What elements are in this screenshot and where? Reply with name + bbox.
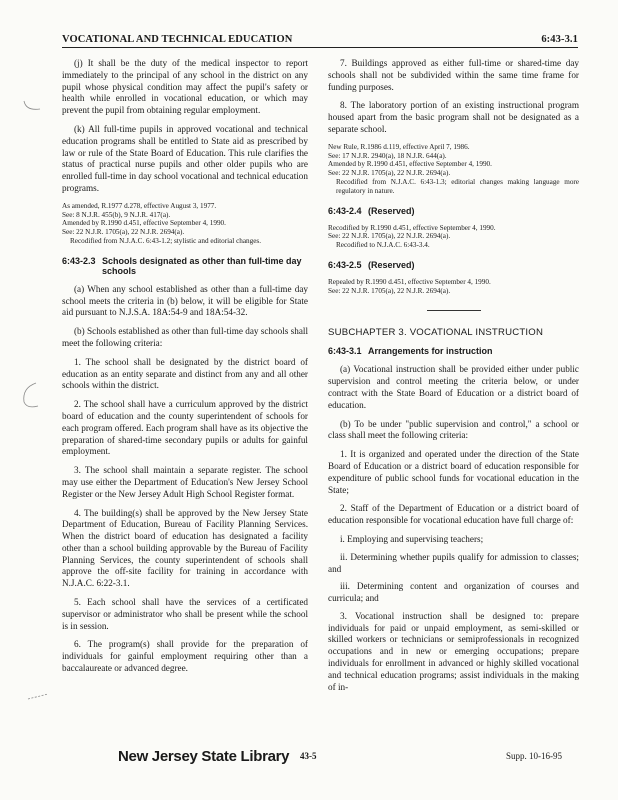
section-title: (Reserved) xyxy=(368,205,415,216)
criterion-5: 5. Each school shall have the services of a certificated supervisor or administrator who shall be present while the school is in session. xyxy=(62,597,308,631)
subcriterion-i: i. Employing and supervising teachers; xyxy=(340,533,484,544)
history-note-2-4 xyxy=(328,224,579,250)
section-heading-2-5 xyxy=(328,260,579,271)
history-line: See: 22 N.J.R. 1705(a), 22 N.J.R. 2694(a). xyxy=(62,228,185,237)
history-line: As amended, R.1977 d.278, effective August 3, 1977. xyxy=(62,201,217,210)
section-number: 6:43-2.4 xyxy=(328,205,362,216)
criterion-8: 8. The laboratory portion of an existing instructional program housed apart from the basic program shall not be designated as a separate school. xyxy=(328,100,579,134)
paragraph-a: (a) Vocational instruction shall be provided either under public supervision and control meeting the criteria below, or under contract with the State Board of Education or a district board of education. xyxy=(328,364,579,410)
paragraph-a: (a) When any school established as other than a full-time day school meets the criteria in (b) below, it will be eligible for State aid pursuant to N.J.S.A. 18A:54-9 and 18A:54-32. xyxy=(62,283,308,318)
history-line: Recodified from N.J.A.C. 6:43-1.2; stylistic and editorial changes. xyxy=(70,236,262,245)
section-number: 6:43-2.3 xyxy=(62,255,96,266)
history-line: See: 22 N.J.R. 1705(a), 22 N.J.R. 2694(a). xyxy=(328,169,451,178)
binder-mark-top xyxy=(20,95,44,117)
history-line: Amended by R.1990 d.451, effective September 4, 1990. xyxy=(328,160,492,169)
criterion-1: 1. It is organized and operated under the direction of the State Board of Education or a district board of education responsible for expenditure of public school funds for vocational education in the State; xyxy=(328,449,579,495)
criterion-2: 2. The school shall have a curriculum approved by the district board of education and the county superintendent of schools for each program offered. Each program shall have as its objective the preparation of shared-time secondary pupils or adults for gainful employment. xyxy=(62,399,308,457)
paragraph-b: (b) To be under "public supervision and control," a school or class shall meet the following criteria: xyxy=(328,418,579,441)
history-line: Recodified from N.J.A.C. 6:43-1.3; editorial changes making language more regulatory in nature. xyxy=(336,177,579,195)
subcriterion-ii: ii. Determining whether pupils qualify for admission to classes; and xyxy=(328,551,579,574)
running-header xyxy=(62,34,578,48)
history-line: Repealed by R.1990 d.451, effective September 4, 1990. xyxy=(328,277,491,286)
page-number: 43-5 xyxy=(300,751,317,761)
binder-mark-bottom xyxy=(26,690,52,704)
binder-mark-middle xyxy=(18,380,42,412)
section-title: Arrangements for instruction xyxy=(368,346,493,357)
section-number: 6:43-2.5 xyxy=(328,259,362,270)
right-column xyxy=(328,58,579,700)
section-heading-2-3 xyxy=(62,256,308,277)
criterion-4: 4. The building(s) shall be approved by the New Jersey State Department of Education, Bureau of Facility Planning Services. When the district board of education has designated a facility other than a school building approvable by the Bureau of Facility Planning Services, the county superintendent of schools shall approve the off-site facility for training in accordance with N.J.A.C. 6:22-3.1. xyxy=(62,507,308,589)
history-line: See: 22 N.J.R. 1705(a), 22 N.J.R. 2694(a). xyxy=(328,286,451,295)
paragraph-b: (b) Schools established as other than full-time day schools shall meet the following criteria: xyxy=(62,326,308,348)
history-line: See: 22 N.J.R. 1705(a), 22 N.J.R. 2694(a). xyxy=(328,232,451,241)
section-title: (Reserved) xyxy=(368,259,415,270)
history-note-2-2 xyxy=(62,202,308,246)
left-column xyxy=(62,58,308,682)
header-title: VOCATIONAL AND TECHNICAL EDUCATION xyxy=(62,34,293,45)
history-line: Amended by R.1990 d.451, effective September 4, 1990. xyxy=(62,219,226,228)
section-number: 6:43-3.1 xyxy=(328,346,362,357)
history-note-2-3 xyxy=(328,143,579,196)
history-note-2-5 xyxy=(328,278,579,296)
criterion-2: 2. Staff of the Department of Education or a district board of education responsible for vocational education have full charge of: xyxy=(328,503,579,526)
paragraph-j: (j) It shall be the duty of the medical inspector to report immediately to the principal of any school in the district on any pupil whose physical condition may affect the pupil's safety or health while enrolled in vocational education, or which may prevent the pupil from obtaining regular employment. xyxy=(62,58,308,116)
paragraph-k: (k) All full-time pupils in approved vocational and technical education programs shall be entitled to State aid as prescribed by law or rule of the State Board of Education. This rule clarifies the status of practical nurse pupils and other older pupils who are enrolled full-time in day school vocational and technical education programs. xyxy=(62,123,308,193)
subcriterion-iii: iii. Determining content and organization of courses and curricula; and xyxy=(328,581,579,604)
criterion-3: 3. The school shall maintain a separate register. The school may use either the Department of Education's New Jersey School Register or the New Jersey Adult High School Register format. xyxy=(62,465,308,499)
supplement-date: Supp. 10-16-95 xyxy=(506,751,562,761)
page-footer xyxy=(0,748,618,768)
history-line: New Rule, R.1986 d.119, effective April 7, 1986. xyxy=(328,142,470,151)
section-heading-2-4 xyxy=(328,206,579,217)
history-line: See: 8 N.J.R. 455(b), 9 N.J.R. 417(a). xyxy=(62,210,171,219)
criterion-3: 3. Vocational instruction shall be designed to: prepare individuals for paid or unpaid employment, as semi-skilled or skilled workers or technicians or semiprofessionals in recognized occupations and in new or emerging occupations; prepare individuals for enrollment in advanced or highly skilled vocational and technical education programs; assist individuals in the making of in- xyxy=(328,610,579,692)
section-title-continued: schools xyxy=(102,265,137,276)
criterion-6: 6. The program(s) shall provide for the preparation of individuals for gainful employment requiring other than a baccalaureate or advanced degree. xyxy=(62,639,308,674)
section-heading-3-1 xyxy=(328,346,579,357)
subchapter-heading: SUBCHAPTER 3. VOCATIONAL INSTRUCTION xyxy=(328,326,544,338)
section-title: Schools designated as other than full-time day xyxy=(102,255,302,266)
criterion-1: 1. The school shall be designated by the district board of education as an entity separate and distinct from any and all other schools within the district. xyxy=(62,356,308,391)
history-line: Recodified to N.J.A.C. 6:43-3.4. xyxy=(336,241,430,250)
section-divider xyxy=(427,310,481,311)
history-line: Recodified by R.1990 d.451, effective September 4, 1990. xyxy=(328,223,496,232)
library-watermark: New Jersey State Library xyxy=(118,748,290,765)
history-line: See: 17 N.J.R. 2940(a), 18 N.J.R. 644(a). xyxy=(328,151,447,160)
header-section-number: 6:43-3.1 xyxy=(541,34,578,45)
criterion-7: 7. Buildings approved as either full-time or shared-time day schools shall not be subdivided within the same time frame for funding purposes. xyxy=(328,58,579,92)
